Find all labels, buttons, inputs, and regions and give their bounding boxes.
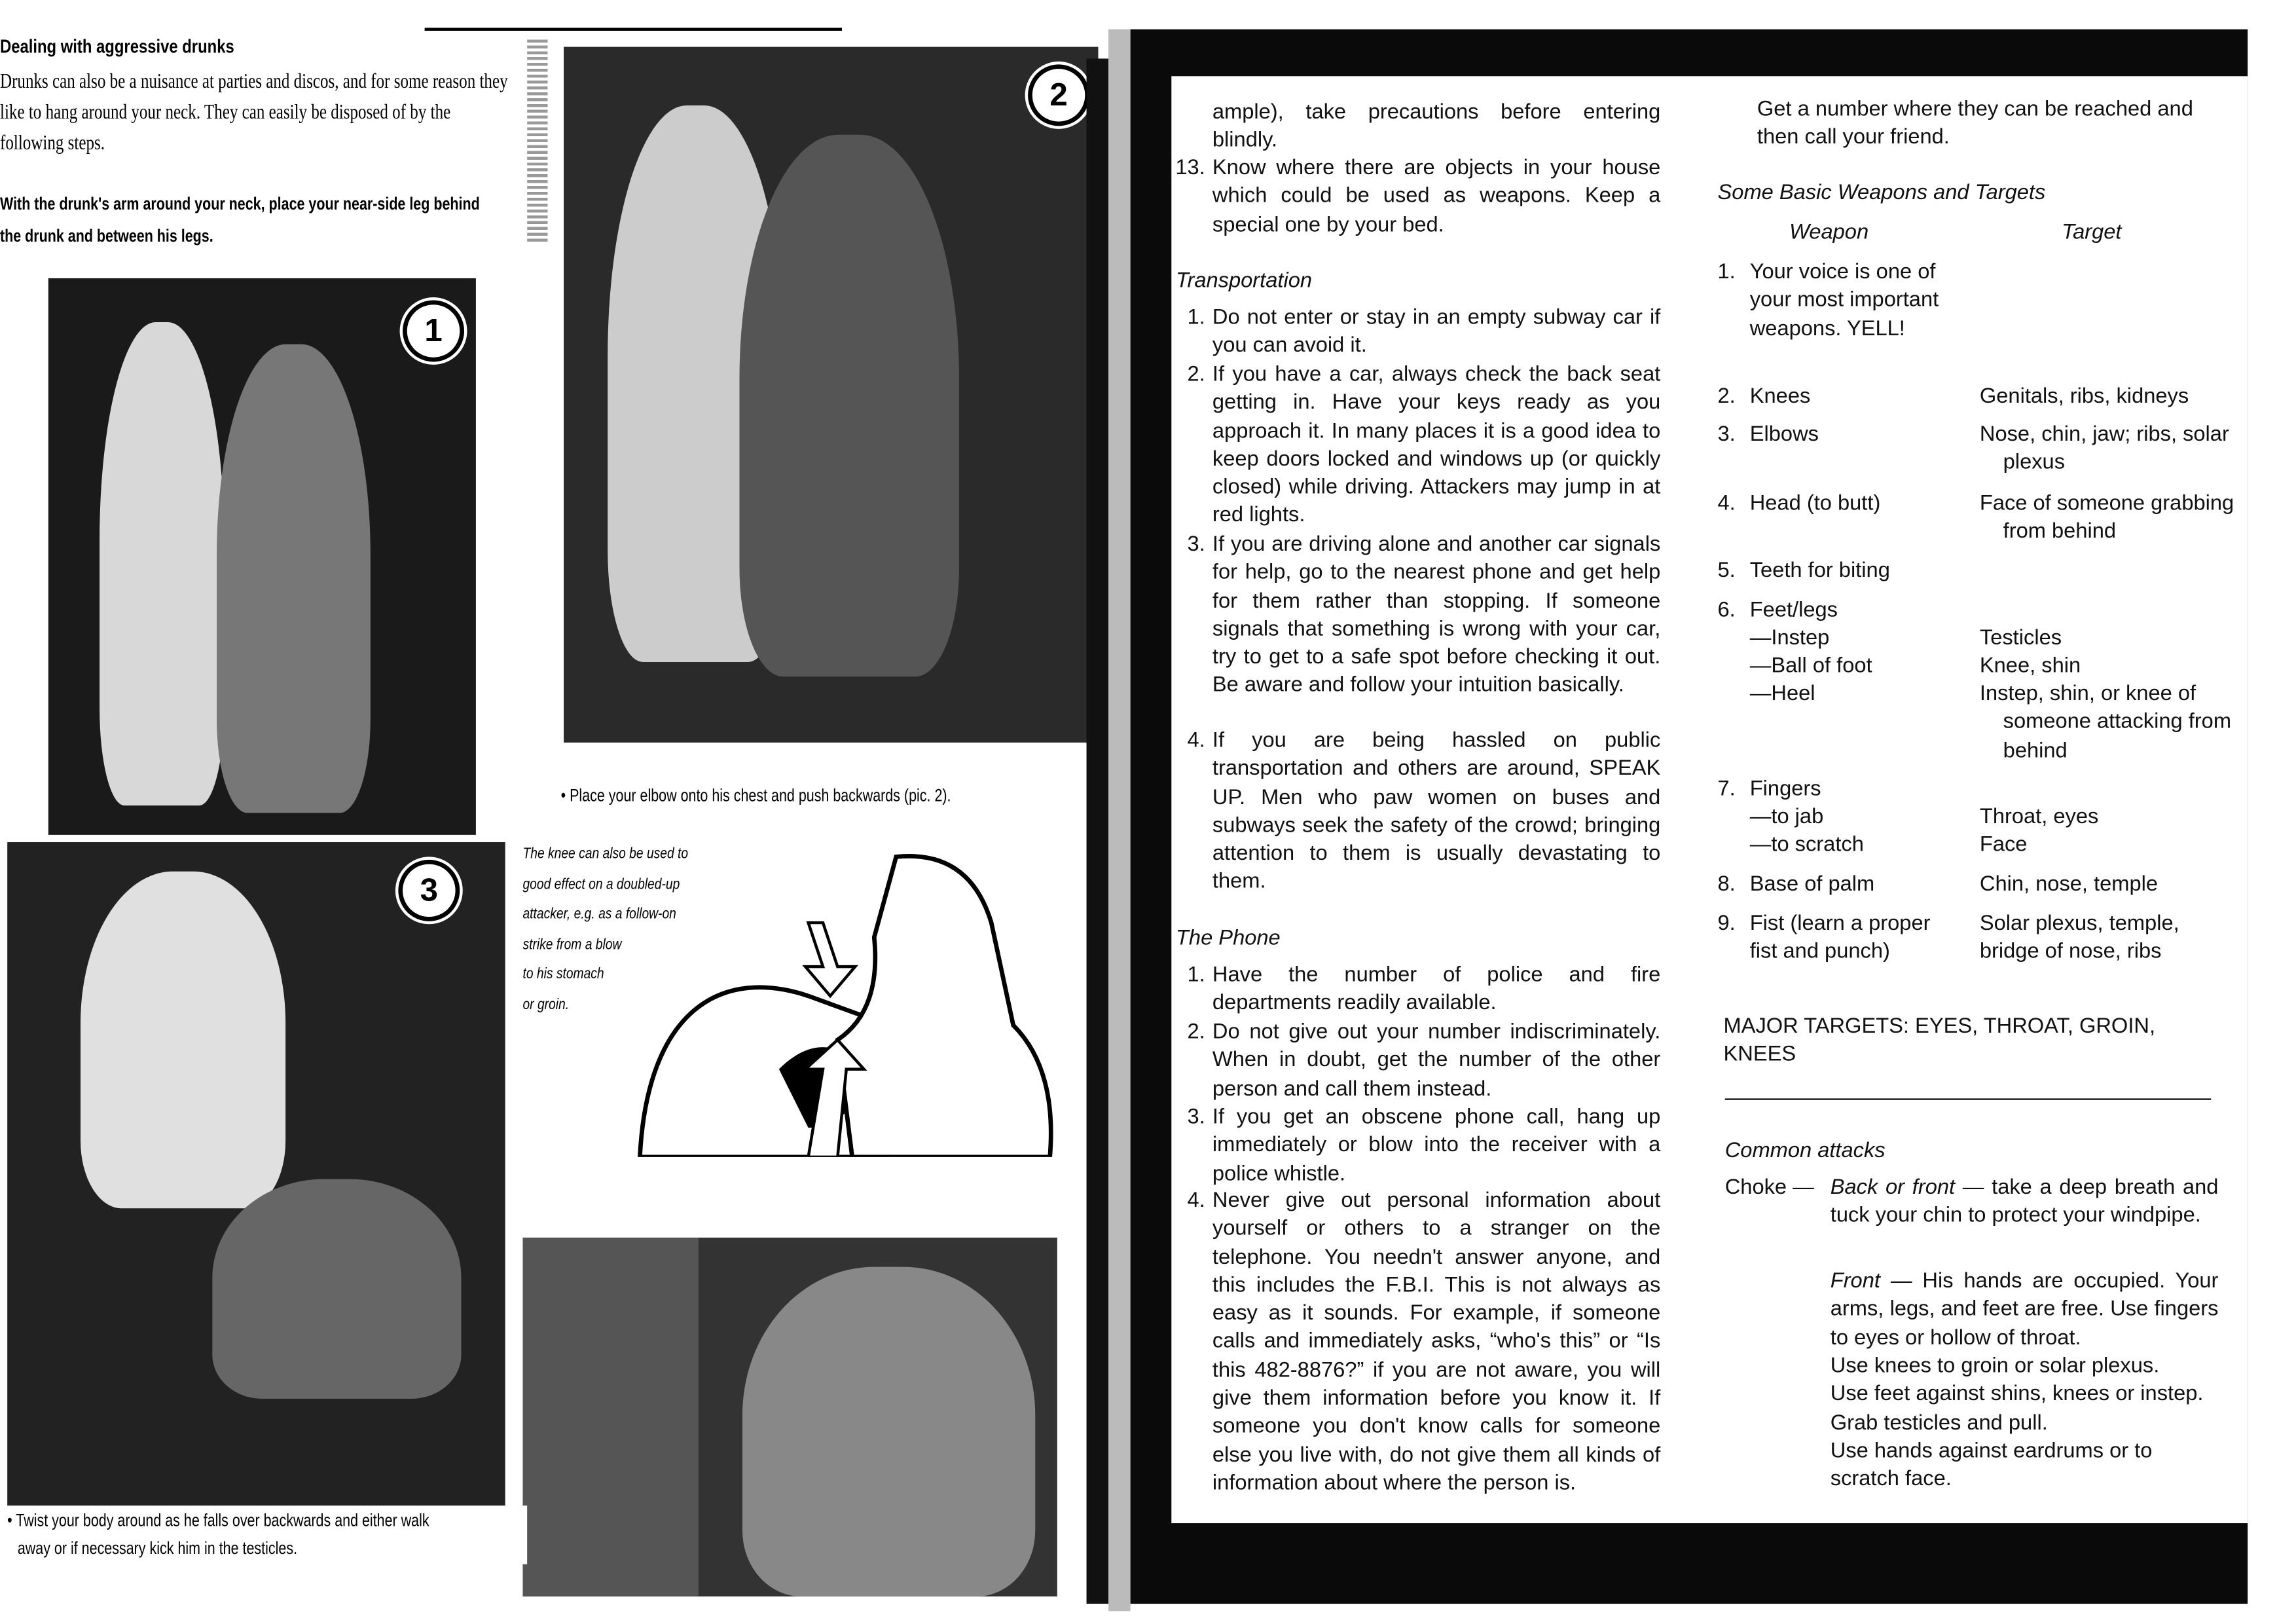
list-item: [1187, 1188, 1661, 1499]
weapon-header: Weapon: [1789, 221, 1869, 245]
section-title-transportation: Transportation: [1175, 269, 1313, 293]
choke-front: [1831, 1268, 2219, 1353]
knee-strike-drawing: [632, 849, 1057, 1157]
note-line: good effect on a doubled-up: [522, 875, 680, 893]
photo-number-3: 3: [398, 860, 460, 921]
list-item: [1187, 304, 1661, 361]
photo-3: [7, 842, 505, 1509]
row-number: 1.: [1717, 261, 1736, 284]
row-number: 2.: [1717, 385, 1736, 409]
target-cell: Face: [1979, 833, 2028, 857]
down-arrow-icon: [805, 923, 855, 996]
photo-number-1: 1: [403, 301, 464, 362]
gutter: [1108, 29, 1131, 1612]
woman-figure: [100, 322, 224, 805]
list-item: [1187, 532, 1661, 701]
item-number: 2.: [1187, 363, 1205, 387]
list-item: [1175, 155, 1661, 240]
item-number: 4.: [1187, 1189, 1205, 1213]
row-number: 7.: [1717, 777, 1736, 802]
target-cell: Knee, shin: [1979, 654, 2081, 678]
weapon-cell: Elbows: [1749, 423, 1819, 447]
top-rule: [425, 28, 842, 30]
target-cell: Instep, shin, or knee of someone attacking from behind: [1979, 682, 2232, 763]
item-text: Know where there are objects in your house which could be used as weapons. Keep a special one by your bed.: [1212, 157, 1661, 237]
scan-speckle: [527, 37, 547, 242]
continuation-text: ample), take precautions before entering blindly.: [1212, 101, 1661, 153]
weapon-cell: Base of palm: [1749, 873, 1875, 896]
choke-sub-label: Back or front: [1830, 1175, 1956, 1200]
section-title-phone: The Phone: [1175, 927, 1281, 951]
tip-line: Grab testicles and pull.: [1830, 1411, 2048, 1435]
target-cell: Testicles: [1979, 627, 2062, 651]
step1-text: With the drunk's arm around your neck, place your near-side leg behind the drunk and between his legs.: [0, 193, 480, 246]
item-text: Do not enter or stay in an empty subway car if you can avoid it.: [1212, 306, 1661, 358]
tip-line: Use knees to groin or solar plexus.: [1830, 1354, 2160, 1378]
man-figure: [739, 135, 958, 677]
item-number: 4.: [1187, 729, 1205, 753]
item-number: 3.: [1187, 533, 1205, 557]
list-item: [1187, 962, 1661, 1018]
item-text: If you are driving alone and another car signals for help, go to the nearest phone and get help for them rather than stopping. If someone signals that something is wrong with your car, try to get to a safe spot before checking it out. Be aware and follow your intuition basically.: [1212, 533, 1661, 698]
note-line: attacker, e.g. as a follow-on: [522, 905, 676, 923]
note-line: or groin.: [522, 995, 570, 1013]
item-number: 13.: [1175, 157, 1205, 181]
photo-2: [564, 47, 1098, 743]
row-number: 6.: [1717, 599, 1736, 623]
photo-1: [48, 278, 476, 835]
item-text: Do not give out your number indiscriminately. When in doubt, get the number of the other person and call them instead.: [1212, 1020, 1661, 1101]
target-cell: Nose, chin, jaw; ribs, solar plexus: [1979, 423, 2229, 475]
list-item: [1187, 1020, 1661, 1104]
page-edge: [1087, 58, 1109, 1604]
choke-back-front: [1831, 1175, 2219, 1231]
intro-paragraph: Drunks can also be a nuisance at parties and discos, and for some reason they like to hang around your neck. They can easily be disposed of by the following steps.: [0, 71, 508, 156]
item-number: 1.: [1187, 963, 1205, 987]
common-attacks-title: Common attacks: [1724, 1139, 1886, 1163]
target-cell: Face of someone grabbing from behind: [1979, 492, 2234, 544]
target-cell: Genitals, ribs, kidneys: [1979, 385, 2189, 409]
choke-text: — take a deep breath and tuck your chin to protect your windpipe.: [1830, 1175, 2219, 1228]
weapon-cell: Feet/legs: [1749, 599, 1838, 623]
left-heading: Dealing with aggressive drunks: [0, 35, 234, 58]
note-line: The knee can also be used to: [522, 845, 689, 863]
caption-line: • Twist your body around as he falls over backwards and either walk: [7, 1509, 429, 1531]
target-cell: Solar plexus, temple, bridge of nose, ribs: [1979, 912, 2179, 965]
target-header: Target: [2062, 221, 2122, 245]
weapon-cell: Fingers: [1749, 777, 1821, 802]
weapon-cell: Teeth for biting: [1749, 559, 1890, 583]
weapon-cell: —Ball of foot: [1749, 654, 1872, 678]
woman-figure: [81, 872, 285, 1208]
list-item: [1187, 361, 1661, 531]
leg-figure: [522, 1238, 698, 1596]
item-text: Never give out personal information about yourself or others to a stranger on the telephone. You needn't answer anyone, and this includes the F.B.I. This is not always as easy as it sounds. For example, if someone calls and immediately asks, “who's this” or “Is this 482-8876?” if you are not aware, you will give them information before you know it. If someone you don't know calls for someone else you live with, do not give them all kinds of information about where the person is.: [1212, 1189, 1661, 1496]
item-number: 2.: [1187, 1020, 1205, 1044]
continuation-text: Get a number where they can be reached and then call your friend.: [1757, 98, 2193, 150]
tip-line: Use hands against eardrums or to scratch face.: [1830, 1439, 2153, 1492]
photo-4: [522, 1238, 1057, 1596]
weapon-cell: Head (to butt): [1749, 492, 1881, 516]
caption-pic2: • Place your elbow onto his chest and push backwards (pic. 2).: [560, 784, 951, 806]
item-number: 1.: [1187, 306, 1205, 330]
front-text: — His hands are occupied. Your arms, legs, and feet are free. Use fingers to eyes or hollow of throat.: [1830, 1270, 2219, 1350]
divider: [1725, 1098, 2212, 1099]
target-cell: Chin, nose, temple: [1979, 873, 2159, 896]
front-more: [1831, 1354, 2226, 1495]
jeans-figure: [742, 1267, 1035, 1596]
man-figure: [212, 1179, 461, 1398]
weapon-cell: —Heel: [1749, 682, 1815, 707]
item-text: If you get an obscene phone call, hang up immediately or blow into the receiver with a police whistle.: [1212, 1105, 1661, 1186]
row-number: 9.: [1717, 912, 1736, 936]
photo-number-2: 2: [1028, 64, 1089, 126]
item-text: Have the number of police and fire departments readily available.: [1212, 963, 1661, 1016]
list-item: [1187, 728, 1661, 898]
weapon-cell: —Instep: [1749, 627, 1830, 651]
note-line: to his stomach: [522, 965, 604, 983]
caption-line: away or if necessary kick him in the testicles.: [17, 1538, 298, 1559]
tip-line: Use feet against shins, knees or instep.: [1830, 1383, 2204, 1407]
weapon-cell: Fist (learn a proper fist and punch): [1749, 912, 1931, 965]
row-number: 3.: [1717, 423, 1736, 447]
weapon-cell: —to scratch: [1749, 833, 1864, 857]
note-line: strike from a blow: [522, 935, 622, 953]
row-number: 4.: [1717, 492, 1736, 516]
weapon-cell: —to jab: [1749, 805, 1824, 829]
choke-label: Choke —: [1724, 1175, 1814, 1200]
row-number: 8.: [1717, 873, 1736, 896]
item-text: If you are being hassled on public transportation and others are around, SPEAK UP. Men who paw women on buses and subways seek the safety of the crowd; bringing attention to them is usually devastating to them.: [1212, 729, 1661, 895]
weapon-cell: Your voice is one of your most important weapons. YELL!: [1749, 261, 1939, 341]
caption-pic3-box: [0, 1505, 527, 1564]
list-item: [1187, 1104, 1661, 1189]
item-number: 3.: [1187, 1105, 1205, 1130]
major-targets: MAJOR TARGETS: EYES, THROAT, GROIN, KNEES: [1723, 1014, 2156, 1067]
row-number: 5.: [1717, 559, 1736, 583]
target-cell: Throat, eyes: [1979, 805, 2099, 829]
man-figure: [217, 344, 371, 813]
item-text: If you have a car, always check the back seat getting in. Have your keys ready as you approach it. In many places it is a good idea to keep doors locked and windows up (or quickly closed) while driving. Attackers may jump in at red lights.: [1212, 363, 1661, 528]
weapon-cell: Knees: [1749, 385, 1811, 409]
front-label: Front: [1830, 1270, 1880, 1293]
weapons-title: Some Basic Weapons and Targets: [1717, 181, 2046, 206]
